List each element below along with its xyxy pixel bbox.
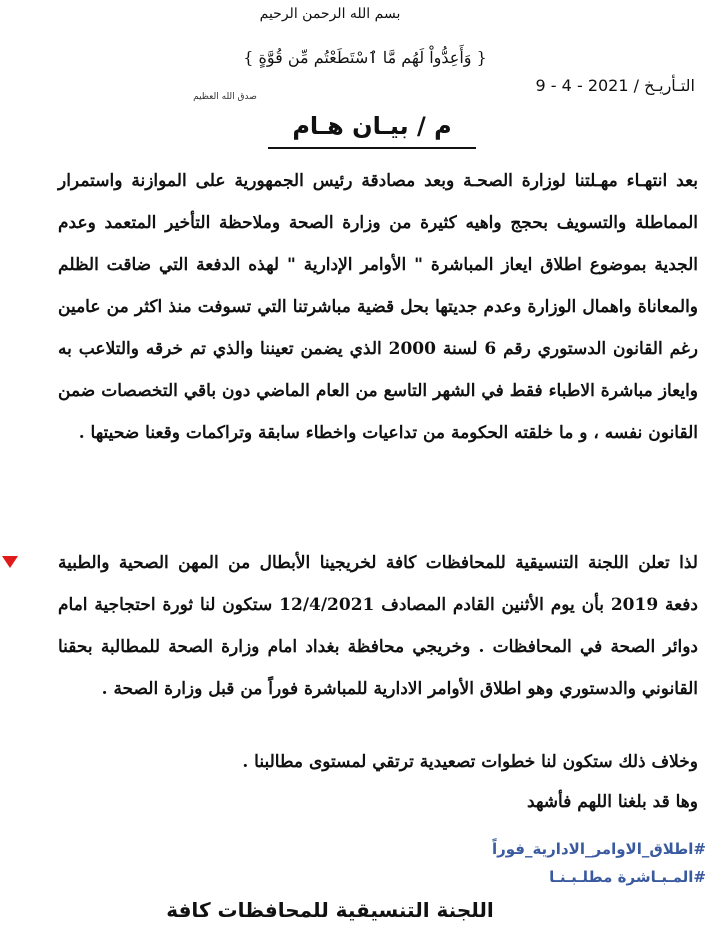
- hashtag-2[interactable]: #المـبـاشرة مطلـبـنـا: [549, 868, 706, 886]
- body-paragraph-2: لذا تعلن اللجنة التنسيقية للمحافظات كافة لخريجينا الأبطال من المهن الصحية والطبية دفعة 2019 بأن يوم الأثنين القادم المصادف 12/4/2021 ستكون لنا ثورة احتجاجية امام دوائر الصحة في المحافظات . وخريجي محافظة بغداد امام وزارة الصحة للمطالبة بحقنا القانوني والدستوري وهو اطلاق الأوامر الادارية للمباشرة فوراً من قبل وزارة الصحة .: [58, 553, 699, 699]
- page-title: م / بيـان هـام: [292, 112, 452, 140]
- title-underline: [268, 147, 476, 149]
- escalation-line: وخلاف ذلك ستكون لنا خطوات تصعيدية ترتقي لمستوى مطالبنا .: [242, 752, 698, 772]
- signature: اللجنة التنسيقية للمحافظات كافة: [166, 898, 494, 922]
- red-triangle-icon: [2, 556, 18, 568]
- hashtag-1[interactable]: #اطلاق_الاوامر_الادارية_فوراً: [491, 840, 706, 858]
- quran-verse: { وَأَعِدُّواْ لَهُم مَّا ٱسْتَطَعْتُم مِّن قُوَّةٍ }: [243, 48, 487, 67]
- closing-line: وها قد بلغنا اللهم فأشهد: [527, 792, 698, 812]
- basmala: بسم الله الرحمن الرحيم: [259, 6, 401, 22]
- document-date: التـأريـخ / 2021 - 4 - 9: [535, 76, 695, 95]
- verse-closing: صدق الله العظيم: [193, 92, 257, 102]
- body-paragraph-1: بعد انتهـاء مهـلتنا لوزارة الصحـة وبعد مصادقة رئيس الجمهورية على الموازنة واستمرار المماطلة والتسويف بحجج واهيه كثيرة من وزارة الصحة وملاحظة التأخير المتعمد وعدم الجدية بموضوع اطلاق ايعاز المباشرة " الأوامر الإدارية " لهذه الدفعة التي ضاقت الظلم والمعاناة واهمال الوزارة وعدم جديتها بحل قضية مباشرتنا التي تسوفت منذ اكثر من عامين رغم القانون الدستوري رقم 6 لسنة 2000 الذي يضمن تعيننا والذي تم خرقه والتلاعب به وايعاز مباشرة الاطباء فقط في الشهر التاسع من العام الماضي دون باقي التخصصات ضمن القانون نفسه ، و ما خلقته الحكومة من تداعيات واخطاء سابقة وتراكمات وقعنا ضحيتها .: [58, 171, 699, 443]
